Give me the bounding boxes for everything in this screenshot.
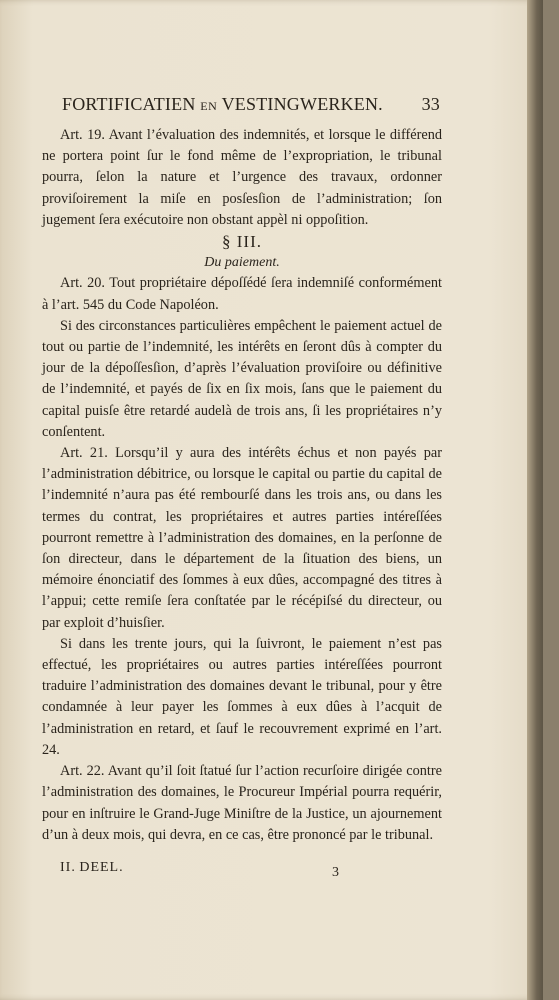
signature-part: II. (60, 860, 76, 875)
signature-mark: 3 (332, 865, 339, 880)
page-edge (527, 0, 543, 1000)
running-header (62, 94, 438, 115)
header-title-rest: VESTINGWERKEN. (221, 94, 383, 114)
paragraph-thirty-days: Si dans les trente jours, qui la ſuivront, le paiement n’est pas effectué, les propriétaires ou autres parties intéreſſées pourront traduire l’administration des domaines devant le tribunal, pour y être condamnée à leur payer les ſommes à eux dûes à l’acquit de l’administration en retard, et ſauf le recouvrement exprimé en l’art. 24. (42, 635, 442, 758)
page-number: 33 (421, 94, 440, 114)
header-title-connector: EN (200, 99, 218, 113)
paragraph-art-19: Art. 19. Avant l’évaluation des indemnités, et lorsque le différend ne portera point ſur le fond même de l’expropriation, le tribunal pourra, ſelon la nature et l’urgence des travaux, ordonner proviſoirement la miſe en posſesſion de l’administration; ſon jugement ſera exécutoire non obstant appèl ni oppoſition. (42, 127, 442, 228)
paragraph-circumstances: Si des circonstances particulières empêchent le paiement actuel de tout ou partie de l’indemnité, les intérêts en ſeront dûs à compter du jour de la dépoſſesſion, d’après l’évaluation proviſoire ou définitive de l’indemnité, et payés de ſix en ſix mois, ſans que le paiement du capital puisſe être retardé audelà de trois ans, ſi les propriétaires n’y conſentent. (42, 317, 442, 440)
section-heading: § III. (222, 232, 262, 252)
section-subtitle: Du paiement. (204, 255, 280, 271)
page-body (42, 125, 442, 846)
page-footer (60, 860, 440, 880)
header-title-main: FORTIFICATIEN (62, 94, 196, 114)
paragraph-art-21: Art. 21. Lorsqu’il y aura des intérêts échus et non payés par l’administration débitrice, ou lorsque le capital ou partie du capital de l’indemnité n’aura pas été rembourſé dans les trois ans, ou dans les termes du contrat, les propriétaires et autres parties intéreſſées pourront remettre à l’administration des domaines, en la perſonne de ſon directeur, dans le département de la ſituation des biens, un mémoire énonciatif des ſommes à eux dûes, accompagné des titres à l’appui; cette remiſe ſera conſtatée par le récépiſsé du directeur, ou par exploit d’huisſier. (42, 445, 442, 631)
paragraph-art-20: Art. 20. Tout propriétaire dépoſſédé ſera indemniſé conformément à l’art. 545 du Code Napoléon. (42, 275, 442, 313)
signature-word: DEEL. (79, 860, 124, 875)
paragraph-art-22: Art. 22. Avant qu’il ſoit ſtatué ſur l’action recurſoire dirigée contre l’administration des domaines, le Procureur Impérial pourra requérir, pour en inſtruire le Grand-Juge Miniſtre de la Justice, un ajournement d’un à deux mois, qui devra, en ce cas, être prononcé par le tribunal. (42, 763, 442, 843)
